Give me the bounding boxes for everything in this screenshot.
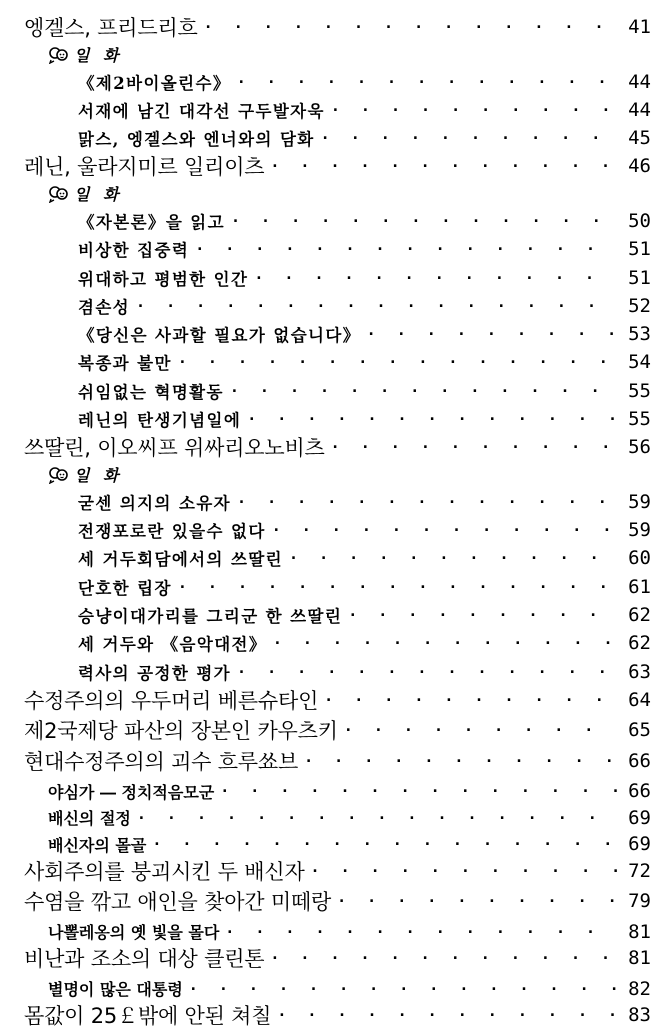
toc-page-number: 83 <box>628 1004 651 1027</box>
toc-page-number: 65 <box>628 719 651 742</box>
toc-page-number: 45 <box>628 127 651 150</box>
toc-entry-section[interactable] <box>0 974 669 1004</box>
toc-entry-chapter[interactable] <box>0 886 669 916</box>
toc-entry-title: 배신자의 몰골 <box>48 835 147 855</box>
dot-leader <box>304 752 617 770</box>
toc-page-number: 81 <box>628 947 651 970</box>
toc-page-number: 51 <box>628 238 651 261</box>
toc-page-number: 59 <box>628 490 651 513</box>
toc-entry-item[interactable] <box>0 515 669 545</box>
toc-page-number: 82 <box>628 977 651 1000</box>
dot-leader <box>178 353 617 371</box>
toc-entry-title: 쓰딸린, 이오씨프 위싸리오노비츠 <box>24 436 325 461</box>
dot-leader <box>204 18 617 36</box>
toc-entry-title: 현대수정주의의 괴수 흐루쑈브 <box>24 749 299 774</box>
toc-entry-chapter[interactable] <box>0 856 669 886</box>
dot-leader <box>277 1006 617 1024</box>
toc-entry-chapter[interactable] <box>0 685 669 715</box>
toc-page-number: 69 <box>628 806 651 829</box>
dot-leader <box>237 73 617 91</box>
toc-page-number: 69 <box>628 833 651 856</box>
dot-leader <box>321 129 617 147</box>
toc-entry-chapter[interactable] <box>0 715 669 745</box>
anecdote-header <box>48 463 122 487</box>
toc-entry-title: 레닌의 탄생기념일에 <box>78 411 242 430</box>
dot-leader <box>254 269 617 287</box>
toc-entry-title: 제2국제당 파산의 장본인 카우츠키 <box>24 719 338 744</box>
toc-entry-title: 수정주의의 우두머리 베른슈타인 <box>24 688 319 713</box>
toc-entry-title: 단호한 립장 <box>78 578 172 598</box>
dot-leader <box>324 691 617 709</box>
toc-page-number: 79 <box>628 890 651 913</box>
dot-leader <box>195 240 617 258</box>
dot-leader <box>331 101 617 119</box>
dot-leader <box>331 438 617 456</box>
dot-leader <box>247 410 617 428</box>
dot-leader <box>337 892 617 910</box>
toc-page-number: 53 <box>628 323 651 346</box>
dot-leader <box>367 325 617 343</box>
toc-page-number: 56 <box>628 436 651 459</box>
toc-entry-title: 복종과 불만 <box>78 354 172 374</box>
toc-entry-item[interactable] <box>0 347 669 377</box>
toc-page-number: 60 <box>628 547 651 570</box>
toc-page-number: 46 <box>628 155 651 178</box>
toc-entry-item[interactable] <box>0 234 669 264</box>
toc-entry-title: 별명이 많은 대통령 <box>48 980 183 1000</box>
dot-leader <box>220 782 617 800</box>
toc-entry-title: 위대하고 평범한 인간 <box>78 269 249 289</box>
toc-entry-chapter[interactable] <box>0 432 669 462</box>
toc-entry-chapter[interactable] <box>0 12 669 42</box>
toc-entry-section[interactable] <box>0 776 669 806</box>
toc-page-number: 72 <box>628 859 651 882</box>
toc-page-number: 51 <box>628 266 651 289</box>
dot-leader <box>289 549 617 567</box>
toc-entry-title: 비상한 집중력 <box>78 241 190 261</box>
people-talking-icon <box>48 185 70 203</box>
toc-entry-title: 몸값이 25￡밖에 안된 쳐칠 <box>24 1004 272 1029</box>
toc-page-number: 81 <box>628 920 651 943</box>
toc-entry-section[interactable] <box>0 829 669 859</box>
dot-leader <box>225 923 617 941</box>
toc-page-number: 54 <box>628 351 651 374</box>
anecdote-label: 일 화 <box>74 466 123 486</box>
dot-leader <box>136 297 617 315</box>
toc-entry-title: 수염을 깎고 애인을 찾아간 미떼랑 <box>24 890 332 915</box>
toc-entry-item[interactable] <box>0 291 669 321</box>
anecdote-header <box>48 43 122 67</box>
toc-entry-title: 비난과 조소의 대상 클린톤 <box>24 947 265 972</box>
dot-leader <box>230 382 617 400</box>
toc-entry-chapter[interactable] <box>0 151 669 181</box>
toc-entry-item[interactable] <box>0 67 669 97</box>
toc-entry-title: 배신의 절정 <box>48 809 131 829</box>
toc-entry-title: 세 거두와 《음악대전》 <box>78 635 267 655</box>
toc-entry-title: 세 거두회담에서의 쓰딸린 <box>78 550 284 570</box>
dot-leader <box>231 212 617 230</box>
toc-entry-item[interactable] <box>0 319 669 349</box>
toc-entry-title: 맑스, 엥겔스와 엔너와의 담화 <box>78 130 315 150</box>
toc-entry-title: 《당신은 사과할 필요가 없습니다》 <box>78 326 361 346</box>
toc-entry-title: 굳센 의지의 소유자 <box>78 493 232 513</box>
toc-page-number: 44 <box>628 70 651 93</box>
toc-entry-item[interactable] <box>0 657 669 687</box>
toc-entry-item[interactable] <box>0 376 669 406</box>
toc-entry-chapter[interactable] <box>0 1000 669 1030</box>
toc-entry-chapter[interactable] <box>0 943 669 973</box>
dot-leader <box>189 980 617 998</box>
toc-entry-title: 쉬임없는 혁명활동 <box>78 382 224 402</box>
dot-leader <box>178 578 617 596</box>
toc-page-number: 66 <box>628 749 651 772</box>
dot-leader <box>344 721 617 739</box>
people-talking-icon <box>48 466 70 484</box>
toc-page-number: 55 <box>628 408 651 430</box>
toc-page-number: 61 <box>628 575 651 598</box>
toc-entry-title: 야심가 ― 정치적음모군 <box>48 782 215 802</box>
people-talking-icon <box>48 46 70 64</box>
toc-page-number: 64 <box>628 688 651 711</box>
dot-leader <box>237 493 617 511</box>
toc-page-number: 50 <box>628 209 651 232</box>
toc-entry-title: 나뽈레옹의 옛 빛을 몰다 <box>48 923 220 943</box>
dot-leader <box>137 809 617 827</box>
toc-entry-item[interactable] <box>0 263 669 293</box>
dot-leader <box>311 862 617 880</box>
toc-page-number: 59 <box>628 519 651 542</box>
toc-page-number: 52 <box>628 294 651 317</box>
toc-entry-item[interactable] <box>0 487 669 517</box>
toc-entry-title: 겸손성 <box>78 297 131 317</box>
toc-page-number: 62 <box>628 604 651 626</box>
toc-entry-title: 력사의 공정한 평가 <box>78 663 232 683</box>
dot-leader <box>273 634 617 652</box>
toc-entry-item[interactable] <box>0 543 669 573</box>
toc-entry-title: 승냥이대가리를 그리군 한 쓰딸린 <box>78 607 343 626</box>
toc-entry-section[interactable] <box>0 917 669 947</box>
toc-page-number: 41 <box>628 16 651 38</box>
toc-entry-item[interactable] <box>0 628 669 658</box>
toc-entry-item[interactable] <box>0 404 669 434</box>
toc-page-number: 66 <box>628 780 651 803</box>
anecdote-label: 일 화 <box>74 185 123 205</box>
toc-page-number: 44 <box>628 98 651 121</box>
toc-page-number: 55 <box>628 379 651 402</box>
toc-entry-title: 레닌, 울라지미르 일리이츠 <box>24 155 265 180</box>
toc-entry-item[interactable] <box>0 95 669 125</box>
toc-entry-title: 사회주의를 붕괴시킨 두 배신자 <box>24 859 305 884</box>
dot-leader <box>152 835 617 853</box>
toc-entry-item[interactable] <box>0 572 669 602</box>
toc-entry-chapter[interactable] <box>0 746 669 776</box>
toc-entry-title: 서재에 남긴 대각선 구두발자욱 <box>78 101 325 121</box>
dot-leader <box>348 606 617 624</box>
toc-entry-title: 엥겔스, 프리드리흐 <box>24 16 198 40</box>
toc-entry-title: 전쟁포로란 있을수 없다 <box>78 522 266 542</box>
dot-leader <box>270 157 617 175</box>
toc-entry-item[interactable] <box>0 600 669 630</box>
toc-entry-item[interactable] <box>0 206 669 236</box>
toc-entry-title: 《자본론》을 읽고 <box>78 212 225 232</box>
toc-page-number: 63 <box>628 660 651 683</box>
toc-entry-item[interactable] <box>0 123 669 153</box>
anecdote-label: 일 화 <box>74 46 123 65</box>
dot-leader <box>272 521 617 539</box>
dot-leader <box>270 949 617 967</box>
toc-entry-title: 《제2바이올린수》 <box>78 73 231 93</box>
toc-entry-section[interactable] <box>0 803 669 833</box>
toc-page-number: 62 <box>628 632 651 655</box>
dot-leader <box>237 663 617 681</box>
anecdote-header <box>48 182 122 206</box>
